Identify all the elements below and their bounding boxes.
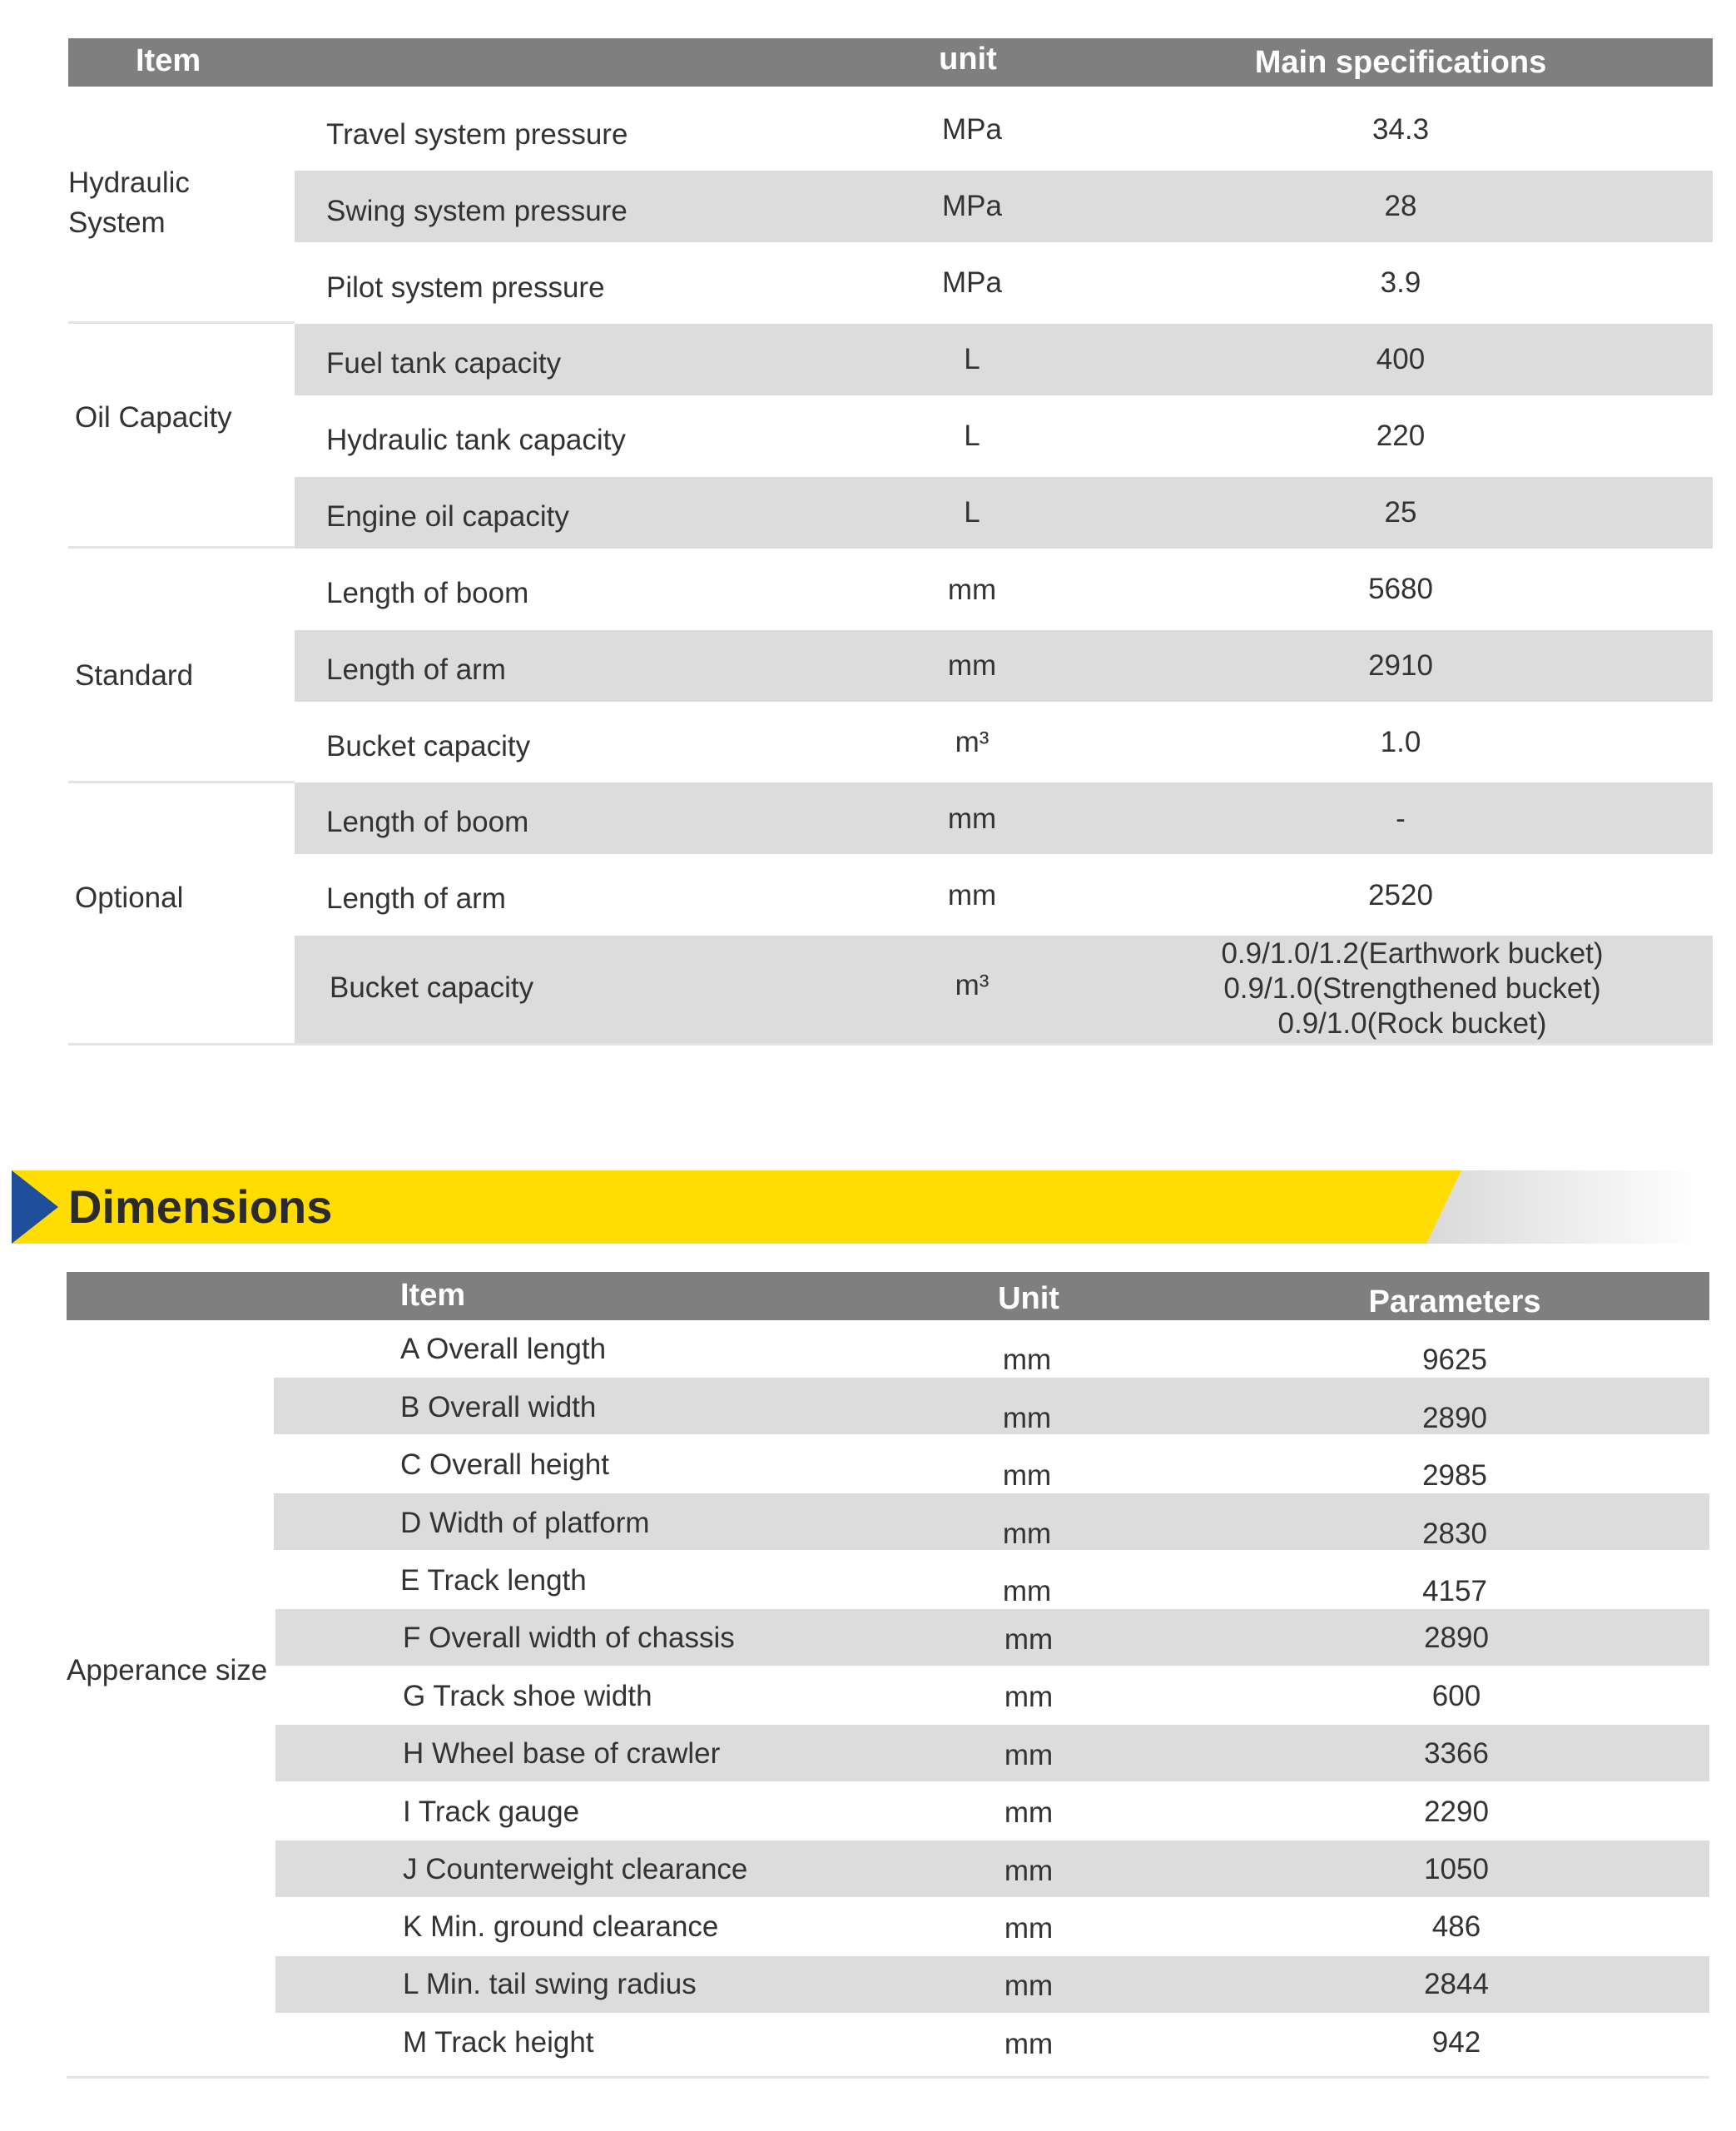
row-unit: mm — [1002, 1344, 1052, 1376]
row-label: A Overall length — [400, 1333, 607, 1365]
row-unit: MPa — [942, 113, 1002, 146]
row-label: Bucket capacity — [330, 971, 534, 1004]
row-label: Length of arm — [326, 882, 506, 915]
row-value: 3.9 — [1380, 266, 1421, 299]
row-label: E Track length — [400, 1564, 587, 1597]
row-unit: mm — [947, 879, 997, 912]
row-label: Fuel tank capacity — [326, 347, 562, 380]
row-unit: L — [964, 420, 980, 452]
dim-header-unit: Unit — [998, 1281, 1059, 1316]
row-unit: mm — [1004, 1623, 1054, 1656]
row-band — [295, 630, 1713, 702]
row-unit: mm — [1004, 1855, 1054, 1887]
row-label: B Overall width — [400, 1391, 597, 1423]
group-separator — [68, 546, 295, 549]
dim-header-params: Parameters — [1368, 1284, 1541, 1319]
row-label: L Min. tail swing radius — [403, 1968, 697, 2000]
row-label: Length of boom — [326, 577, 529, 609]
row-unit: mm — [1002, 1459, 1052, 1492]
spec-header-spec: Main specifications — [1254, 45, 1547, 80]
row-label: C Overall height — [400, 1448, 609, 1481]
section-title: Dimensions — [68, 1180, 333, 1233]
table-bottom-border — [68, 1043, 1713, 1046]
row-value: 4157 — [1422, 1575, 1487, 1607]
row-unit: mm — [1004, 1970, 1054, 2002]
row-value: 220 — [1376, 420, 1426, 452]
row-value: 2910 — [1368, 649, 1433, 682]
row-value: - — [1396, 802, 1406, 835]
row-value: 2290 — [1424, 1796, 1489, 1828]
row-value-multiline: 0.9/1.0/1.2(Earthwork bucket) 0.9/1.0(Strengthened bucket) 0.9/1.0(Rock bucket) — [1221, 937, 1604, 1040]
row-unit: MPa — [942, 190, 1002, 222]
row-unit: MPa — [942, 266, 1002, 299]
group-separator — [68, 321, 295, 324]
row-label: Hydraulic tank capacity — [326, 424, 626, 456]
row-label: F Overall width of chassis — [403, 1622, 735, 1654]
row-value: 486 — [1431, 1910, 1481, 1943]
row-unit: mm — [1002, 1402, 1052, 1434]
row-label: M Track height — [403, 2026, 594, 2059]
row-unit: mm — [1004, 2028, 1054, 2060]
row-label: Swing system pressure — [326, 195, 627, 227]
row-label: H Wheel base of crawler — [403, 1737, 721, 1770]
row-unit: mm — [1004, 1796, 1054, 1829]
group-standard: Standard — [75, 659, 194, 692]
row-unit: mm — [1004, 1912, 1054, 1945]
dim-header-item: Item — [400, 1278, 466, 1313]
row-label: D Width of platform — [400, 1507, 650, 1539]
row-value: 2985 — [1422, 1459, 1487, 1492]
row-value: 3366 — [1424, 1737, 1489, 1770]
row-value: 400 — [1376, 343, 1426, 375]
row-unit: mm — [1002, 1518, 1052, 1550]
row-unit: L — [964, 343, 980, 375]
row-label: Bucket capacity — [326, 730, 531, 762]
title-fade-band — [1418, 1170, 1701, 1244]
row-value: 28 — [1384, 190, 1417, 222]
row-value: 25 — [1384, 496, 1417, 529]
group-optional: Optional — [75, 882, 184, 914]
row-unit: m³ — [955, 726, 990, 758]
table-bottom-border — [67, 2076, 1709, 2079]
group-hydraulic-system: Hydraulic System — [68, 166, 190, 239]
row-unit: mm — [947, 649, 997, 682]
row-value: 600 — [1431, 1680, 1481, 1712]
row-value: 34.3 — [1371, 113, 1430, 146]
row-unit: mm — [1002, 1575, 1052, 1607]
row-label: Travel system pressure — [326, 118, 628, 151]
row-label: G Track shoe width — [403, 1680, 652, 1712]
row-label: Length of boom — [326, 806, 529, 838]
row-value: 1.0 — [1380, 726, 1421, 758]
row-label: I Track gauge — [403, 1796, 580, 1828]
row-unit: mm — [1004, 1739, 1054, 1771]
group-appearance-size: Apperance size — [67, 1654, 268, 1686]
row-value: 2844 — [1424, 1968, 1489, 2000]
row-value: 942 — [1431, 2026, 1481, 2059]
row-unit: mm — [947, 574, 997, 606]
group-oil-capacity: Oil Capacity — [75, 401, 232, 434]
row-value: 2520 — [1368, 879, 1433, 912]
row-value: 2890 — [1422, 1402, 1487, 1434]
row-value: 2890 — [1424, 1622, 1489, 1654]
row-unit: m³ — [955, 969, 990, 1001]
row-value: 2830 — [1422, 1518, 1487, 1550]
spec-header-item: Item — [136, 43, 201, 78]
row-label: J Counterweight clearance — [403, 1853, 748, 1885]
spec-header-unit: unit — [939, 42, 997, 77]
row-label: K Min. ground clearance — [403, 1910, 719, 1943]
row-value: 5680 — [1368, 573, 1433, 605]
row-unit: mm — [947, 802, 997, 835]
row-value: 1050 — [1424, 1853, 1489, 1885]
group-separator — [68, 781, 295, 783]
row-value: 9625 — [1422, 1344, 1487, 1376]
row-unit: mm — [1004, 1681, 1054, 1713]
row-label: Length of arm — [326, 653, 506, 686]
row-unit: L — [964, 496, 980, 529]
row-label: Engine oil capacity — [326, 500, 569, 533]
row-label: Pilot system pressure — [326, 271, 605, 304]
